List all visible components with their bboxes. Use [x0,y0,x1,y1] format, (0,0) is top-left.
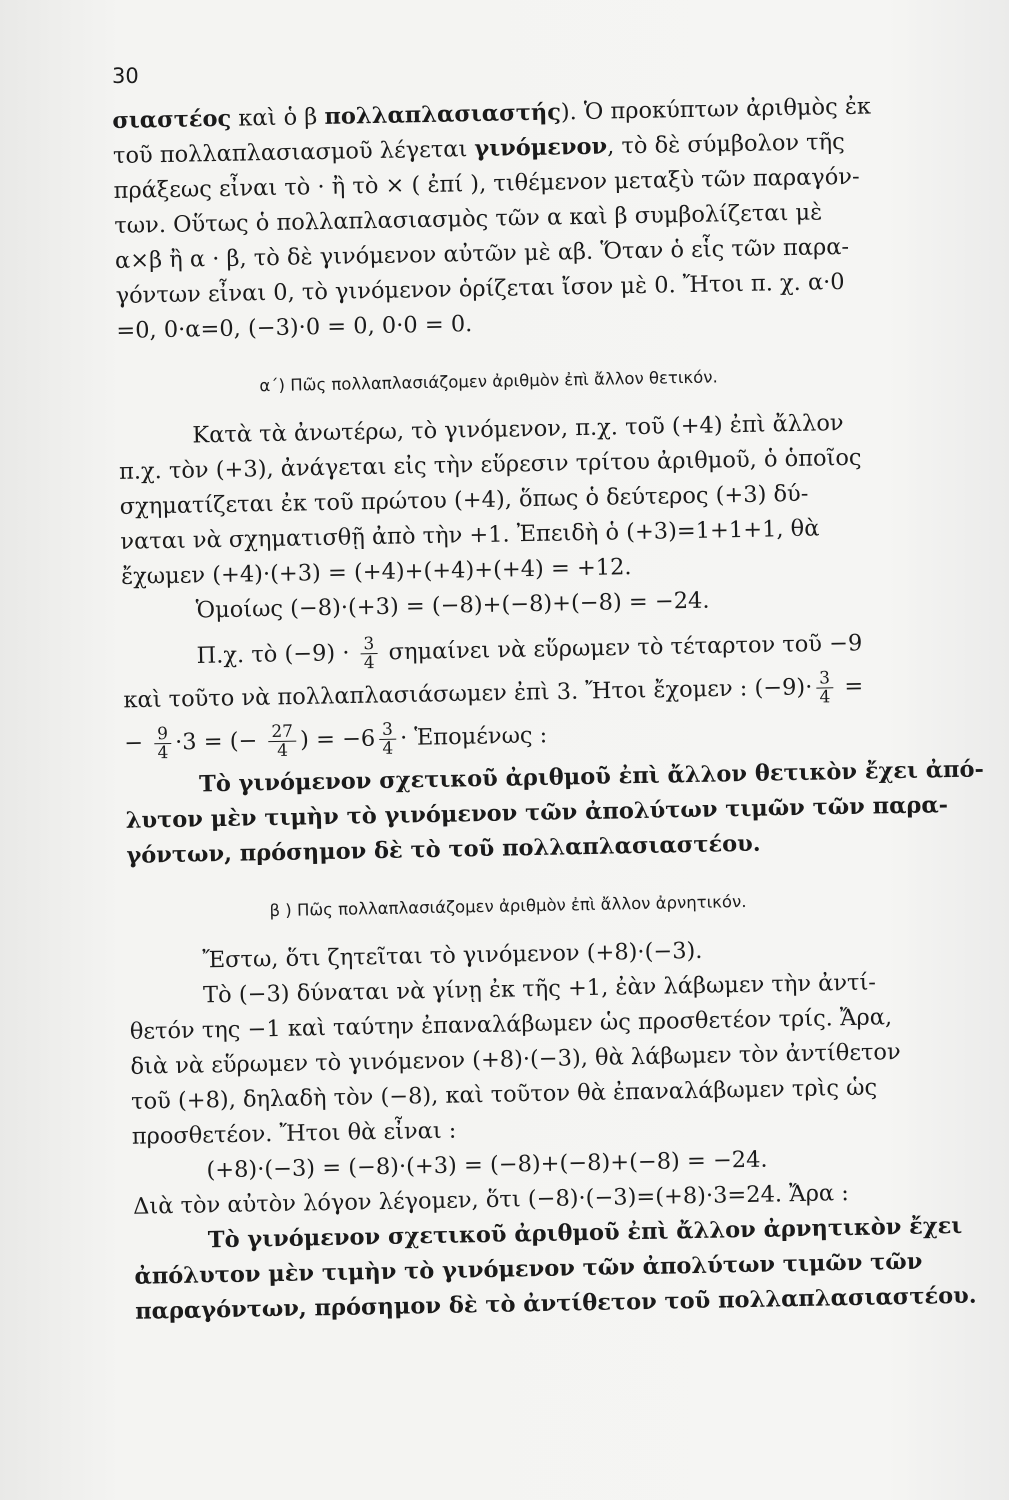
page-body [112,88,985,1330]
fraction: $\frac{27}{4}$ [268,723,296,761]
text-line: π.χ. τὸν (+3), ἀνάγεται εἰς τὴν εὕρεσιν τρίτου ἀριθμοῦ, ὁ ὁποῖος [118,444,862,485]
rule-text: λυτον μὲν τιμὴν τὸ γινόμενον τῶν ἀπολύτων τιμῶν τῶν παρα- [125,792,949,834]
text-line: τοῦ (+8), δηλαδὴ τὸν (−8), καὶ τοῦτον θὰ ἐπαναλάβωμεν τρὶς ὡς [130,1074,878,1115]
text-line: Τὸ (−3) δύναται νὰ γίνῃ ἐκ τῆς +1, ἐὰν λάβωμεν τὴν ἀντί- [202,969,877,1009]
rule-text: παραγόντων, πρόσημον δὲ τὸ ἀντίθετον τοῦ πολλαπλασιαστέου. [134,1282,977,1325]
text-line: Ἔστω, ὅτι ζητεῖται τὸ γινόμενον (+8)·(−3). [202,937,703,974]
bold-term: σιαστέος [112,105,232,134]
text-line: σιαστέος καὶ ὁ β πολλαπλασιαστής). Ὁ προκύπτων ἀριθμὸς ἐκ [112,93,872,134]
text-line: τοῦ πολλαπλασιασμοῦ λέγεται γινόμενον, τὸ δὲ σύμβολον τῆς [112,128,845,169]
text-line: ἔχωμεν (+4)·(+3) = (+4)+(+4)+(+4) = +12. [120,554,632,590]
math-line: Π.χ. τὸ (−9) · $\frac{3}{4}$ σημαίνει νὰ εὕρωμεν τὸ τέταρτον τοῦ −9 [196,630,863,674]
fraction: $\frac{3}{4}$ [360,635,378,672]
text-line: α×β ἢ α · β, τὸ δὲ γινόμενον αὐτῶν μὲ αβ. Ὅταν ὁ εἷς τῶν παρα- [114,233,850,274]
text-line: διὰ νὰ εὕρωμεν τὸ γινόμενον (+8)·(−3), θὰ λάβωμεν τὸν ἀντίθετον [130,1039,901,1080]
text-line: =0, 0·α=0, (−3)·0 = 0, 0·0 = 0. [116,311,473,344]
text-line: Κατὰ τὰ ἀνωτέρω, τὸ γινόμενον, π.χ. τοῦ (+4) ἐπὶ ἄλλον [192,410,844,449]
text-line: (+8)·(−3) = (−8)·(+3) = (−8)+(−8)+(−8) = −24. [206,1146,768,1184]
text-line: των. Οὕτως ὁ πολλαπλασιασμὸς τῶν α καὶ β συμβολίζεται μὲ [114,199,823,239]
text-line: θετόν της −1 καὶ ταύτην ἐπαναλάβωμεν ὡς προσθετέον τρίς. Ἄρα, [129,1004,893,1045]
fraction: $\frac{3}{4}$ [816,669,834,706]
bold-term: πολλαπλασιαστής [324,99,562,130]
math-line: − $\frac{9}{4}$ ·3 = (− $\frac{27}{4}$ ) = −6 $\frac{3}{4}$ · Ἑπομένως : [124,719,548,764]
rule-text: Τὸ γινόμενον σχετικοῦ ἀριθμοῦ ἐπὶ ἄλλον ἀρνητικὸν ἔχει [207,1212,963,1254]
text-line: ναται νὰ σχηματισθῇ ἀπὸ τὴν +1. Ἐπειδὴ ὁ (+3)=1+1+1, θὰ [120,515,820,555]
text-line: σχηματίζεται ἐκ τοῦ πρώτου (+4), ὅπως ὁ δεύτερος (+3) δύ- [119,480,809,520]
text-line: πράξεως εἶναι τὸ · ἢ τὸ × ( ἐπί ), τιθέμενον μεταξὺ τῶν παραγόν- [113,163,860,204]
rule-text: Τὸ γινόμενον σχετικοῦ ἀριθμοῦ ἐπὶ ἄλλον θετικὸν ἔχει ἀπό- [198,756,985,798]
rule-text: γόντων, πρόσημον δὲ τὸ τοῦ πολλαπλασιαστέου. [126,830,761,869]
section-heading-b: β ) Πῶς πολλαπλασιάζομεν ἀριθμὸν ἐπὶ ἄλλον ἀρνητικόν. [269,891,747,921]
rule-text: ἀπόλυτον μὲν τιμὴν τὸ γινόμενον τῶν ἀπολύτων τιμῶν τῶν [134,1248,923,1290]
fraction: $\frac{9}{4}$ [154,725,172,762]
section-heading-a: α΄) Πῶς πολλαπλασιάζομεν ἀριθμὸν ἐπὶ ἄλλον θετικόν. [259,367,718,396]
bold-term: γινόμενον [474,133,608,163]
math-line: καὶ τοῦτο νὰ πολλαπλασιάσωμεν ἐπὶ 3. Ἤτοι ἔχομεν : (−9)· $\frac{3}{4}$ = [123,668,864,714]
fraction: $\frac{3}{4}$ [379,721,397,758]
page-number: 30 [112,64,139,88]
text-line: Ὁμοίως (−8)·(+3) = (−8)+(−8)+(−8) = −24. [195,587,710,624]
text-line: προσθετέον. Ἤτοι θὰ εἶναι : [131,1117,457,1150]
text-line: γόντων εἶναι 0, τὸ γινόμενον ὁρίζεται ἴσον μὲ 0. Ἤτοι π. χ. α·0 [115,268,845,309]
text-line: Διὰ τὸν αὐτὸν λόγον λέγομεν, ὅτι (−8)·(−3)=(+8)·3=24. Ἄρα : [132,1180,850,1220]
